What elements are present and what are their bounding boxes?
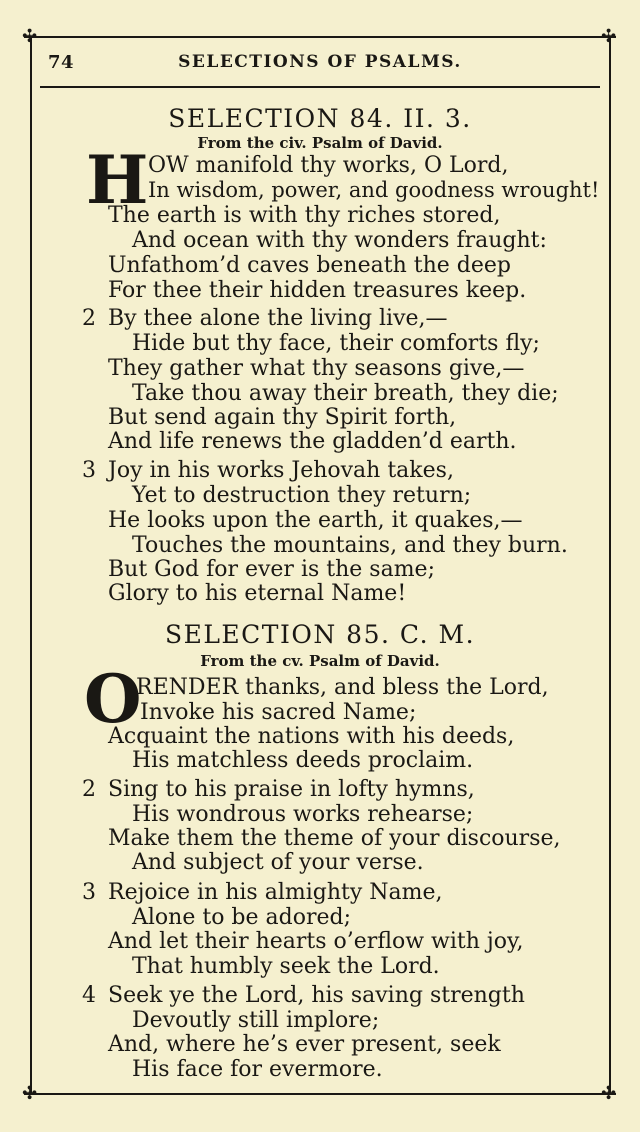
verse-line: For thee their hidden treasures keep. — [108, 278, 527, 303]
verse-line: Seek ye the Lord, his saving strength — [108, 983, 525, 1008]
verse-line: The earth is with thy riches stored, — [108, 203, 501, 228]
verse-line: Yet to destruction they return; — [132, 483, 472, 508]
verse-line: Rejoice in his almighty Name, — [108, 880, 443, 905]
corner-ornament-icon: ✣ — [22, 26, 38, 47]
verse-line: And let their hearts o’erflow with joy, — [108, 929, 524, 954]
page-number: 74 — [48, 52, 75, 73]
running-title: SELECTIONS OF PSALMS. — [178, 52, 462, 72]
verse-line: And ocean with thy wonders fraught: — [132, 228, 547, 253]
verse-line: RENDER thanks, and bless the Lord, — [136, 675, 549, 700]
selection-85-subtitle: From the cv. Psalm of David. — [200, 652, 440, 670]
verse-line: But send again thy Spirit forth, — [108, 405, 457, 430]
verse-line: By thee alone the living live,— — [108, 306, 448, 331]
verse-line: Invoke his sacred Name; — [140, 700, 417, 725]
verse-line: Make them the theme of your discourse, — [108, 826, 561, 851]
top-border-rule — [24, 36, 616, 38]
verse-line: His wondrous works rehearse; — [132, 802, 474, 827]
stanza-number: 3 — [82, 458, 96, 483]
stanza-number: 2 — [82, 777, 96, 802]
corner-ornament-icon: ✣ — [601, 1083, 617, 1104]
stanza-number: 2 — [82, 306, 96, 331]
verse-line: His face for evermore. — [132, 1057, 383, 1082]
stanza-number: 3 — [82, 880, 96, 905]
verse-line: Unfathom’d caves beneath the deep — [108, 253, 511, 278]
header-rule — [40, 86, 600, 88]
verse-line: And, where he’s ever present, seek — [108, 1032, 501, 1057]
corner-ornament-icon: ✣ — [601, 26, 617, 47]
selection-84-title: SELECTION 84. II. 3. — [168, 104, 472, 133]
left-border-rule — [30, 36, 32, 1095]
verse-line: Alone to be adored; — [132, 905, 352, 930]
page-header — [44, 50, 596, 78]
verse-line: Glory to his eternal Name! — [108, 581, 407, 606]
verse-line: But God for ever is the same; — [108, 557, 435, 582]
verse-line: That humbly seek the Lord. — [132, 954, 440, 979]
verse-line: In wisdom, power, and goodness wrought! — [148, 178, 600, 202]
right-border-rule — [609, 36, 611, 1095]
verse-line: Devoutly still implore; — [132, 1008, 380, 1033]
verse-line: Sing to his praise in lofty hymns, — [108, 777, 475, 802]
verse-line: And subject of your verse. — [132, 850, 424, 875]
drop-cap: H — [86, 141, 149, 219]
corner-ornament-icon: ✣ — [22, 1083, 38, 1104]
verse-line: Take thou away their breath, they die; — [132, 381, 559, 406]
selection-85-title: SELECTION 85. C. M. — [164, 620, 476, 649]
verse-line: Hide but thy face, their comforts fly; — [132, 331, 540, 356]
verse-line: And life renews the gladden’d earth. — [108, 429, 517, 454]
verse-line: OW manifold thy works, O Lord, — [148, 153, 509, 178]
verse-line: His matchless deeds proclaim. — [132, 748, 474, 773]
bottom-border-rule — [24, 1093, 616, 1095]
drop-cap: O — [84, 660, 142, 738]
verse-line: He looks upon the earth, it quakes,— — [108, 508, 523, 533]
verse-line: Touches the mountains, and they burn. — [132, 533, 568, 558]
selection-84-subtitle: From the civ. Psalm of David. — [197, 134, 443, 152]
verse-line: They gather what thy seasons give,— — [108, 356, 525, 381]
stanza-number: 4 — [82, 983, 96, 1008]
verse-line: Acquaint the nations with his deeds, — [108, 724, 515, 749]
verse-line: Joy in his works Jehovah takes, — [108, 458, 454, 483]
